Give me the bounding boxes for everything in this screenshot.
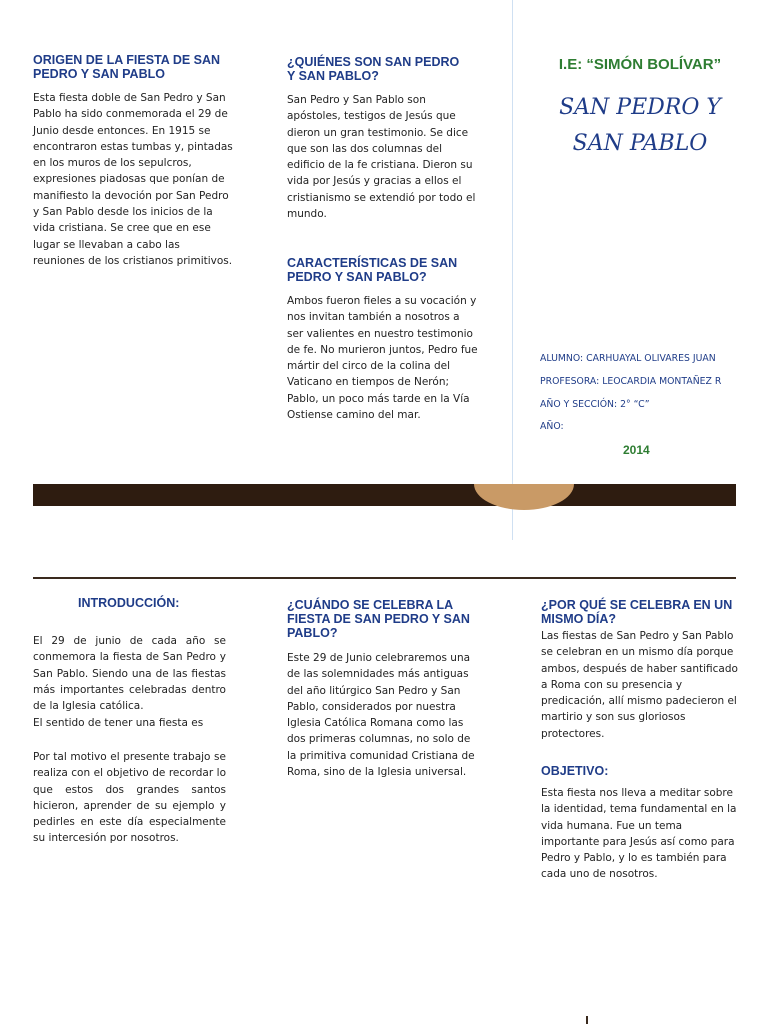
school-name: I.E: “SIMÓN BOLÍVAR” (558, 56, 722, 73)
cover-title-line1: SAN PEDRO Y (559, 95, 721, 120)
objetivo-text: Esta fiesta nos lleva a meditar sobre la identidad, tema fundamental en la vida humana. Fue un tema importante para Jesús así como para Pedro y Pablo, y lo es también para cada uno de nosotros. (541, 787, 737, 881)
bowl-decoration (474, 484, 574, 510)
porque-heading: ¿POR QUÉ SE CELEBRA EN UN MISMO DÍA? (541, 598, 733, 626)
origen-text: Esta fiesta doble de San Pedro y San Pablo ha sido conmemorada el 29 de Junio desde entonces. En 1915 se encontraron estas tumbas y, pintadas en los muros de los sepulcros, expresiones piadosas que ponían de manifiesto la devoción por San Pedro y San Pablo desde los inicios de la vida cristiana. Se cree que en ese lugar se llevaban a cabo las reuniones de los cristianos primitivos. (33, 92, 233, 267)
cuando-heading: ¿CUÁNDO SE CELEBRA LA FIESTA DE SAN PEDRO Y SAN PABLO? (287, 598, 470, 640)
porque-text: Las fiestas de San Pedro y San Pablo se celebran en un mismo día porque ambos, después de haber santificado a Roma con su presencia y predicación, allí mismo padecieron el martirio y son sus gloriosos protectores. (541, 630, 738, 740)
origen-heading: ORIGEN DE LA FIESTA DE SAN PEDRO Y SAN PABLO (33, 53, 221, 81)
divider-band (33, 484, 736, 506)
introduccion-p3: Por tal motivo el presente trabajo se realiza con el objetivo de recordar lo que estos dos grandes santos hicieron, aprender de su ejemplo y pedirles en este día especialmente su intercesión por nosotros. (33, 751, 226, 845)
grado-label: AÑO Y SECCIÓN: 2° “C” (540, 399, 650, 410)
year-value: 2014 (623, 443, 650, 457)
quienes-text: San Pedro y San Pablo son apóstoles, testigos de Jesús que dieron un gran testimonio. Se dice que son las dos columnas del edificio de la fe cristiana. Dieron su vida por Jesús y gracias a ellos el cristianismo se extendió por todo el mundo. (287, 94, 476, 221)
section-rule (33, 577, 736, 579)
alumno-label: ALUMNO: CARHUAYAL OLIVARES JUAN (540, 353, 716, 364)
fold-line-top (512, 0, 513, 484)
caracteristicas-text: Ambos fueron fieles a su vocación y nos invitan también a nosotros a ser valientes en nuestro testimonio de fe. No murieron juntos, Pedro fue mártir del circo de la colina del Vaticano en tiempos de Nerón; Pablo, un poco más tarde en la Vía Ostiense camino del mar. (287, 295, 478, 422)
profesora-label: PROFESORA: LEOCARDIA MONTAÑEZ R (540, 376, 722, 387)
caracteristicas-heading: CARACTERÍSTICAS DE SAN PEDRO Y SAN PABLO? (287, 256, 458, 284)
fold-line-bottom (512, 506, 513, 540)
introduccion-heading: INTRODUCCIÓN: (78, 596, 180, 610)
anio-label: AÑO: (540, 421, 564, 432)
introduccion-p2: El sentido de tener una fiesta es (33, 717, 204, 729)
cuando-text: Este 29 de Junio celebraremos una de las solemnidades más antiguas del año litúrgico San Pedro y San Pablo, considerados por nuestra Iglesia Católica Romana como las dos primeras columnas, no solo de la primitiva comunidad Cristiana de Roma, sino de la Iglesia universal. (287, 652, 475, 779)
introduccion-p1: El 29 de junio de cada año se conmemora la fiesta de San Pedro y San Pablo. Siendo una de las fiestas más importantes celebradas dentro de la Iglesia católica. (33, 635, 226, 713)
bottom-mark (586, 1016, 588, 1024)
objetivo-heading: OBJETIVO: (541, 764, 609, 778)
quienes-heading: ¿QUIÉNES SON SAN PEDRO Y SAN PABLO? (287, 55, 460, 83)
cover-title-line2: SAN PABLO (572, 131, 708, 156)
